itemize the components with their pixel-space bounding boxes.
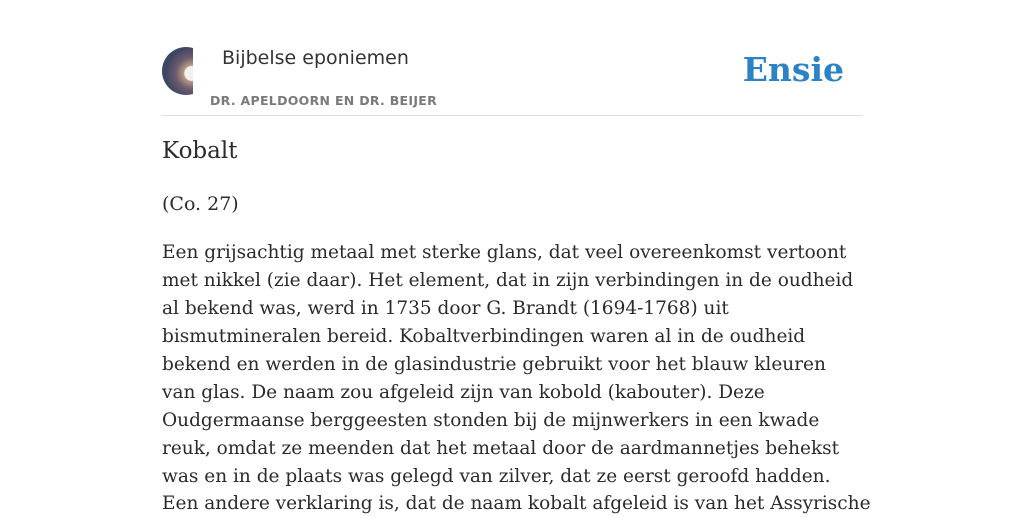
element-symbol: (Co. 27) — [162, 193, 239, 215]
book-cover-avatar[interactable] — [162, 47, 193, 95]
book-cover-image — [162, 47, 193, 95]
entry-title: Kobalt — [162, 138, 238, 164]
book-authors[interactable]: DR. APELDOORN EN DR. BEIJER — [210, 93, 438, 108]
page-header — [162, 44, 862, 116]
entry-paragraph: Een andere verklaring is, dat de naam kobalt afgeleid is van het Assyrische — [162, 493, 871, 514]
ensie-logo[interactable]: Ensie — [742, 50, 844, 89]
entry-paragraph: Een grijsachtig metaal met sterke glans, dat veel overeenkomst vertoont met nikkel (zie daar). Het element, dat in zijn verbindingen in de oudheid al bekend was, werd in 1735 door G. Brandt (1694-1768) uit bismutmineralen bereid. Kobaltverbindingen waren al in de oudheid bekend en werden in de glasindustrie gebruikt voor het blauw kleuren van glas. De naam zou afgeleid zijn van kobold (kabouter). Deze Oudgermaanse berggeesten stonden bij de mijnwerkers in een kwade reuk, omdat ze meenden dat het metaal door de aardmannetjes behekst was en in de plaats was gelegd van zilver, dat ze eerst geroofd hadden. — [162, 242, 854, 487]
book-title[interactable]: Bijbelse eponiemen — [222, 47, 409, 69]
